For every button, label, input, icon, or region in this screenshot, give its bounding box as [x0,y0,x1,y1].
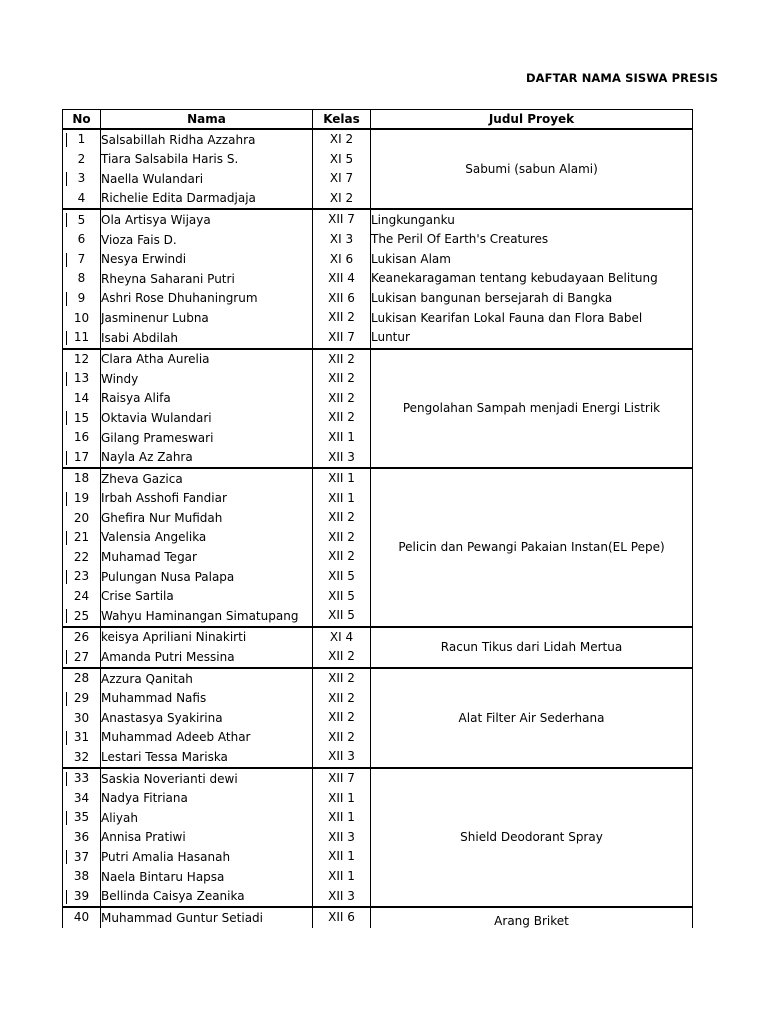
cell-kelas[interactable]: XII 5 [313,567,371,587]
row-number: 2 [77,151,86,166]
row-marker [66,650,67,664]
table-row [63,468,693,489]
table-row [63,768,693,789]
row-marker [66,772,67,786]
cell-nama[interactable]: Amanda Putri Messina [101,647,313,668]
row-number: 15 [73,410,90,425]
row-marker [66,372,67,386]
cell-no[interactable] [63,828,101,848]
cell-kelas[interactable]: XII 1 [313,808,371,828]
cell-nama[interactable]: Muhammad Nafis [101,689,313,709]
row-marker [66,451,67,465]
row-marker [66,213,67,227]
row-number: 27 [73,649,90,664]
cell-no[interactable] [63,369,101,389]
row-number: 25 [73,608,90,623]
row-marker [66,492,67,506]
row-number: 18 [73,471,90,486]
row-number: 14 [73,391,90,406]
cell-kelas[interactable]: XII 1 [313,867,371,887]
cell-judul-proyek-merged[interactable]: Alat Filter Air Sederhana [371,668,693,768]
sheet-title: DAFTAR NAMA SISWA PRESIS [526,71,719,85]
row-number: 13 [73,371,90,386]
table-row [63,269,693,289]
cell-nama[interactable]: Jasminenur Lubna [101,308,313,328]
cell-kelas[interactable]: XII 1 [313,847,371,867]
cell-no[interactable] [63,528,101,548]
cell-nama[interactable]: Muhammad Adeeb Athar [101,728,313,748]
cell-judul-proyek[interactable]: Lingkunganku [371,209,693,230]
cell-no[interactable] [63,907,101,928]
cell-no[interactable] [63,708,101,728]
row-number: 12 [73,351,90,366]
row-number: 36 [73,830,90,845]
cell-no[interactable] [63,808,101,828]
cell-nama[interactable]: Crise Sartila [101,587,313,607]
row-number: 26 [73,630,90,645]
cell-judul-proyek-merged[interactable]: Shield Deodorant Spray [371,768,693,907]
cell-nama[interactable]: Ghefira Nur Mufidah [101,508,313,528]
row-marker [66,692,67,706]
cell-no[interactable] [63,867,101,887]
cell-no[interactable] [63,567,101,587]
cell-nama[interactable]: Nesya Erwindi [101,250,313,270]
cell-kelas[interactable]: XII 2 [313,547,371,567]
student-project-table [62,109,693,928]
cell-nama[interactable]: Ashri Rose Dhuhaningrum [101,289,313,309]
table-row [63,627,693,648]
cell-kelas[interactable]: XII 2 [313,408,371,428]
cell-judul-proyek[interactable]: The Peril Of Earth's Creatures [371,230,693,250]
cell-nama[interactable]: Rheyna Saharani Putri [101,269,313,289]
row-number: 24 [73,588,90,603]
cell-no[interactable] [63,328,101,349]
row-number: 3 [77,171,86,186]
row-number: 23 [73,569,90,584]
cell-nama[interactable]: Annisa Pratiwi [101,828,313,848]
cell-no[interactable] [63,887,101,908]
cell-nama[interactable]: Saskia Noverianti dewi [101,768,313,789]
row-marker [66,172,67,186]
cell-judul-proyek-merged[interactable]: Racun Tikus dari Lidah Mertua [371,627,693,668]
cell-kelas[interactable]: XII 6 [313,907,371,928]
cell-nama[interactable]: Windy [101,369,313,389]
cell-judul-proyek[interactable]: Lukisan bangunan bersejarah di Bangka [371,289,693,309]
cell-nama[interactable]: Tiara Salsabila Haris S. [101,150,313,170]
cell-no[interactable] [63,250,101,270]
cell-no[interactable] [63,349,101,370]
cell-no[interactable] [63,129,101,150]
cell-judul-proyek[interactable]: Luntur [371,328,693,349]
cell-no[interactable] [63,150,101,170]
row-marker [66,609,67,623]
header-judul-proyek[interactable]: Judul Proyek [371,110,693,130]
cell-kelas[interactable]: XII 2 [313,349,371,370]
cell-kelas[interactable]: XII 3 [313,448,371,469]
row-number: 20 [73,510,90,525]
cell-no[interactable] [63,308,101,328]
cell-nama[interactable]: Clara Atha Aurelia [101,349,313,370]
cell-kelas[interactable]: XII 1 [313,428,371,448]
row-marker [66,292,67,306]
cell-nama[interactable]: Ola Artisya Wijaya [101,209,313,230]
cell-no[interactable] [63,668,101,689]
table-row [63,209,693,230]
table-body [63,129,693,928]
cell-kelas[interactable]: XII 2 [313,689,371,709]
cell-kelas[interactable]: XII 1 [313,489,371,509]
cell-kelas[interactable]: XI 5 [313,150,371,170]
cell-nama[interactable]: Richelie Edita Darmadjaja [101,189,313,210]
row-marker [66,731,67,745]
cell-nama[interactable]: Naela Bintaru Hapsa [101,867,313,887]
row-marker [66,253,67,267]
row-number: 10 [73,310,90,325]
header-no[interactable]: No [63,110,101,130]
cell-no[interactable] [63,428,101,448]
table-row [63,129,693,150]
cell-no[interactable] [63,468,101,489]
table-header-row [63,110,693,130]
cell-nama[interactable]: Lestari Tessa Mariska [101,747,313,768]
cell-no[interactable] [63,547,101,567]
cell-no[interactable] [63,408,101,428]
cell-nama[interactable]: Irbah Asshofi Fandiar [101,489,313,509]
cell-kelas[interactable]: XII 2 [313,528,371,548]
table-row [63,308,693,328]
row-number: 8 [77,271,86,286]
row-marker [66,411,67,425]
cell-kelas[interactable]: XI 2 [313,189,371,210]
cell-kelas[interactable]: XII 5 [313,606,371,627]
cell-no[interactable] [63,448,101,469]
row-number: 4 [77,191,86,206]
cell-nama[interactable]: Zheva Gazica [101,468,313,489]
cell-judul-proyek[interactable]: Lukisan Kearifan Lokal Fauna dan Flora Babel [371,308,693,328]
table-row [63,328,693,349]
table-row [63,250,693,270]
cell-nama[interactable]: Valensia Angelika [101,528,313,548]
cell-kelas[interactable]: XII 1 [313,789,371,809]
cell-nama[interactable]: Nadya Fitriana [101,789,313,809]
cell-nama[interactable]: Isabi Abdilah [101,328,313,349]
row-marker [66,890,67,904]
cell-kelas[interactable]: XII 4 [313,269,371,289]
header-kelas[interactable]: Kelas [313,110,371,130]
row-number: 16 [73,430,90,445]
cell-kelas[interactable]: XI 3 [313,230,371,250]
header-nama[interactable]: Nama [101,110,313,130]
cell-no[interactable] [63,789,101,809]
table-row [63,907,693,928]
cell-kelas[interactable]: XII 3 [313,747,371,768]
row-number: 1 [77,132,86,147]
cell-kelas[interactable]: XII 7 [313,328,371,349]
cell-judul-proyek[interactable]: Lukisan Alam [371,250,693,270]
cell-kelas[interactable]: XII 5 [313,587,371,607]
cell-no[interactable] [63,389,101,409]
cell-no[interactable] [63,587,101,607]
cell-nama[interactable]: Bellinda Caisya Zeanika [101,887,313,908]
table-row [63,349,693,370]
cell-nama[interactable]: Anastasya Syakirina [101,708,313,728]
cell-no[interactable] [63,209,101,230]
cell-nama[interactable]: Oktavia Wulandari [101,408,313,428]
cell-no[interactable] [63,269,101,289]
cell-nama[interactable]: Salsabillah Ridha Azzahra [101,129,313,150]
row-number: 34 [73,790,90,805]
cell-no[interactable] [63,489,101,509]
cell-kelas[interactable]: XII 2 [313,728,371,748]
row-number: 22 [73,549,90,564]
table-row [63,230,693,250]
row-number: 11 [73,330,90,345]
row-marker [66,133,67,147]
cell-no[interactable] [63,689,101,709]
table-row [63,668,693,689]
row-marker [66,331,67,345]
cell-judul-proyek-merged[interactable]: Arang Briket [371,907,693,928]
row-number: 40 [73,910,90,925]
cell-kelas[interactable]: XII 2 [313,647,371,668]
cell-kelas[interactable]: XII 2 [313,369,371,389]
cell-kelas[interactable]: XII 7 [313,768,371,789]
cell-no[interactable] [63,289,101,309]
row-marker [66,850,67,864]
row-number: 29 [73,690,90,705]
row-number: 17 [73,449,90,464]
row-number: 31 [73,730,90,745]
cell-no[interactable] [63,647,101,668]
row-number: 37 [73,849,90,864]
row-number: 28 [73,671,90,686]
cell-kelas[interactable]: XI 4 [313,627,371,648]
cell-kelas[interactable]: XII 3 [313,828,371,848]
cell-kelas[interactable]: XII 3 [313,887,371,908]
row-marker [66,570,67,584]
cell-kelas[interactable]: XII 2 [313,308,371,328]
cell-kelas[interactable]: XII 1 [313,468,371,489]
cell-kelas[interactable]: XII 2 [313,708,371,728]
cell-nama[interactable]: Wahyu Haminangan Simatupang [101,606,313,627]
row-number: 7 [77,251,86,266]
row-number: 32 [73,749,90,764]
cell-nama[interactable]: Nayla Az Zahra [101,448,313,469]
cell-no[interactable] [63,189,101,210]
row-number: 21 [73,530,90,545]
cell-nama[interactable]: Azzura Qanitah [101,668,313,689]
cell-nama[interactable]: Muhamad Tegar [101,547,313,567]
cell-nama[interactable]: keisya Apriliani Ninakirti [101,627,313,648]
cell-no[interactable] [63,847,101,867]
cell-no[interactable] [63,728,101,748]
cell-kelas[interactable]: XII 2 [313,668,371,689]
cell-nama[interactable]: Naella Wulandari [101,169,313,189]
cell-kelas[interactable]: XII 7 [313,209,371,230]
row-number: 6 [77,232,86,247]
cell-no[interactable] [63,768,101,789]
cell-kelas[interactable]: XI 7 [313,169,371,189]
cell-kelas[interactable]: XII 2 [313,508,371,528]
row-number: 30 [73,710,90,725]
cell-no[interactable] [63,508,101,528]
cell-no[interactable] [63,169,101,189]
row-number: 9 [77,291,86,306]
row-number: 39 [73,888,90,903]
row-marker [66,531,67,545]
cell-judul-proyek-merged[interactable]: Pengolahan Sampah menjadi Energi Listrik [371,349,693,469]
table-row [63,289,693,309]
cell-nama[interactable]: Gilang Prameswari [101,428,313,448]
cell-nama[interactable]: Pulungan Nusa Palapa [101,567,313,587]
cell-nama[interactable]: Raisya Alifa [101,389,313,409]
row-number: 38 [73,869,90,884]
cell-nama[interactable]: Vioza Fais D. [101,230,313,250]
row-number: 33 [73,771,90,786]
cell-nama[interactable]: Muhammad Guntur Setiadi [101,907,313,928]
cell-nama[interactable]: Aliyah [101,808,313,828]
cell-no[interactable] [63,747,101,768]
cell-nama[interactable]: Putri Amalia Hasanah [101,847,313,867]
row-number: 19 [73,490,90,505]
row-number: 35 [73,810,90,825]
cell-no[interactable] [63,606,101,627]
cell-judul-proyek-merged[interactable]: Pelicin dan Pewangi Pakaian Instan(EL Pepe) [371,468,693,627]
cell-kelas[interactable]: XII 2 [313,389,371,409]
cell-kelas[interactable]: XI 6 [313,250,371,270]
cell-judul-proyek[interactable]: Keanekaragaman tentang kebudayaan Belitung [371,269,693,289]
student-table-viewport [62,109,693,935]
row-marker [66,811,67,825]
cell-no[interactable] [63,627,101,648]
cell-kelas[interactable]: XI 2 [313,129,371,150]
cell-no[interactable] [63,230,101,250]
cell-kelas[interactable]: XII 6 [313,289,371,309]
row-number: 5 [77,212,86,227]
cell-judul-proyek-merged[interactable]: Sabumi (sabun Alami) [371,129,693,209]
